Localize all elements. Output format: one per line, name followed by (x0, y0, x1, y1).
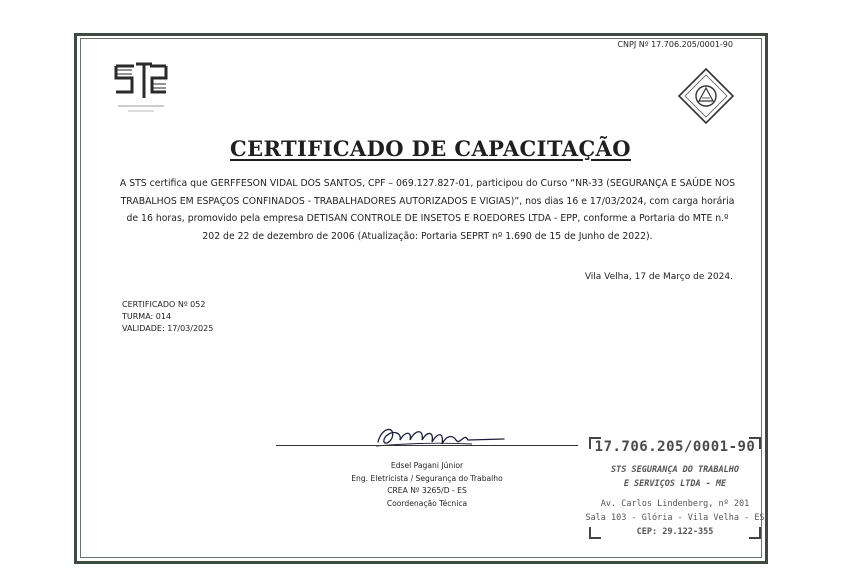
stamp-address-line-1: Av. Carlos Lindenberg, nº 201 (600, 499, 750, 509)
certificate-number: CERTIFICADO Nº 052 (122, 300, 206, 309)
signer-role: Eng. Eletricista / Segurança do Trabalho (351, 473, 503, 483)
signer-block (302, 460, 552, 510)
handwritten-signature (372, 422, 512, 452)
issue-date-line: Vila Velha, 17 de Março de 2024. (584, 272, 733, 282)
body-line-2: TRABALHOS EM ESPAÇOS CONFINADOS - TRABALHADORES AUTORIZADOS E VIGIAS)”, nos dias 16 e 17/03/2024, com carga horária (120, 195, 735, 207)
body-line-3: de 16 horas, promovido pela empresa DETISAN CONTROLE DE INSETOS E ROEDORES LTDA - EPP, conforme a Portaria do MTE n.º (126, 213, 729, 224)
stamp-address-line-2: Sala 103 - Glória - Vila Velha - ES (585, 513, 765, 523)
signer-name: Edsel Pagani Júnior (390, 461, 464, 470)
company-stamp (585, 435, 765, 547)
stamp-cep: CEP: 29.122-355 (636, 527, 714, 537)
stamp-company-line-2: E SERVIÇOS LTDA - ME (623, 479, 727, 489)
stamp-cnpj: 17.706.205/0001-90 (594, 439, 756, 455)
certificate-info (122, 299, 213, 335)
signature-line (276, 445, 578, 446)
sts-logo-icon (112, 58, 170, 118)
signer-department: Coordenação Técnica (386, 498, 468, 508)
signer-registry: CREA Nº 3265/D - ES (387, 486, 467, 495)
diamond-seal-icon (677, 67, 735, 125)
certificate-validity: VALIDADE: 17/03/2025 (122, 324, 214, 333)
body-line-4: 202 de 22 de dezembro de 2006 (Atualização: Portaria SEPRT nº 1.690 de 15 de Junho de 2022). (202, 230, 653, 242)
certificate-class: TURMA: 014 (122, 312, 172, 321)
stamp-company-line-1: STS SEGURANÇA DO TRABALHO (611, 465, 739, 475)
certificate-title: CERTIFICADO DE CAPACITAÇÃO (230, 136, 631, 161)
certificate-body (118, 175, 737, 245)
body-line-1: A STS certifica que GERFFESON VIDAL DOS SANTOS, CPF – 069.127.827-01, participou do Curso “NR-33 (SEGURANÇA E SAÚDE NOS (119, 178, 736, 189)
cnpj-header: CNPJ Nº 17.706.205/0001-90 (617, 40, 733, 49)
